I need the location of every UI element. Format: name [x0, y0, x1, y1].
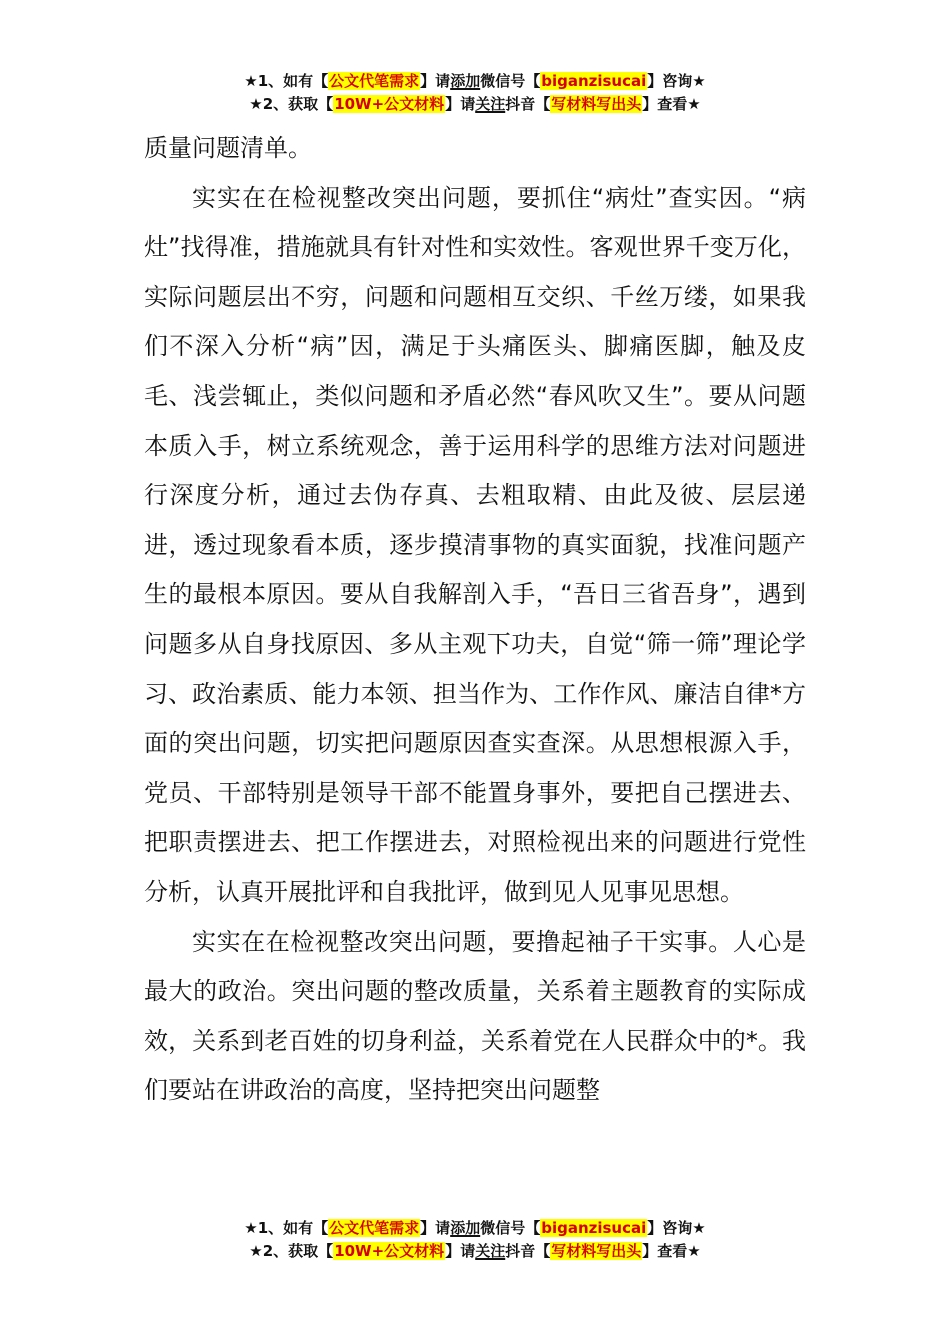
paragraph: 实实在在检视整改突出问题，要撸起袖子干实事。人心是最大的政治。突出问题的整改质量，关系着主题教育的实际成效，关系到老百姓的切身利益，关系着党在人民群众中的*。我们要站在讲政治的高度，坚持把突出问题整 — [144, 927, 806, 1105]
banner-emphasis: 添加 — [450, 72, 481, 90]
banner-text: 】查看★ — [642, 95, 701, 113]
header-banner — [0, 70, 950, 116]
banner-text: 】请 — [445, 95, 476, 113]
banner-line-1 — [0, 1217, 950, 1240]
banner-text: ★1、如有【 — [244, 72, 329, 90]
highlight-materials: 10W+公文材料 — [334, 95, 445, 113]
banner-text: 微信号【 — [480, 72, 541, 90]
document-body — [144, 124, 806, 1116]
banner-text: ★2、获取【 — [249, 95, 334, 113]
banner-text: 】咨询★ — [647, 72, 706, 90]
banner-text: 】请 — [420, 1219, 451, 1237]
highlight-materials: 10W+公文材料 — [334, 1242, 445, 1260]
banner-text: 】查看★ — [642, 1242, 701, 1260]
paragraph-continuation: 质量问题清单。 — [144, 134, 312, 162]
paragraph: 实实在在检视整改突出问题，要抓住“病灶”查实因。“病灶”找得准，措施就具有针对性和实效性。客观世界千变万化，实际问题层出不穷，问题和问题相互交织、千丝万缕，如果我们不深入分析“病”因，满足于头痛医头、脚痛医脚，触及皮毛、浅尝辄止，类似问题和矛盾必然“春风吹又生”。要从问题本质入手，树立系统观念，善于运用科学的思维方法对问题进行深度分析，通过去伪存真、去粗取精、由此及彼、层层递进，透过现象看本质，逐步摸清事物的真实面貌，找准问题产生的最根本原因。要从自我解剖入手，“吾日三省吾身”，遇到问题多从自身找原因、多从主观下功夫，自觉“筛一筛”理论学习、政治素质、能力本领、担当作为、工作作风、廉洁自律*方面的突出问题，切实把问题原因查实查深。从思想根源入手，党员、干部特别是领导干部不能置身事外，要把自己摆进去、把职责摆进去、把工作摆进去，对照检视出来的问题进行党性分析，认真开展批评和自我批评，做到见人见事见思想。 — [144, 183, 806, 906]
footer-banner — [0, 1217, 950, 1263]
highlight-service: 公文代笔需求 — [329, 72, 420, 90]
banner-text: 】请 — [445, 1242, 476, 1260]
banner-line-2 — [0, 93, 950, 116]
highlight-wechat-id: biganzisucai — [541, 72, 647, 90]
banner-line-1 — [0, 70, 950, 93]
highlight-douyin: 写材料写出头 — [551, 1242, 642, 1260]
banner-text: 抖音【 — [505, 95, 551, 113]
highlight-wechat-id: biganzisucai — [541, 1219, 647, 1237]
banner-text: ★2、获取【 — [249, 1242, 334, 1260]
banner-text: 抖音【 — [505, 1242, 551, 1260]
highlight-douyin: 写材料写出头 — [551, 95, 642, 113]
banner-line-2 — [0, 1240, 950, 1263]
banner-text: 】请 — [420, 72, 451, 90]
banner-text: 】咨询★ — [647, 1219, 706, 1237]
highlight-service: 公文代笔需求 — [329, 1219, 420, 1237]
banner-text: ★1、如有【 — [244, 1219, 329, 1237]
banner-text: 微信号【 — [480, 1219, 541, 1237]
banner-emphasis: 关注 — [475, 95, 506, 113]
banner-emphasis: 关注 — [475, 1242, 506, 1260]
banner-emphasis: 添加 — [450, 1219, 481, 1237]
